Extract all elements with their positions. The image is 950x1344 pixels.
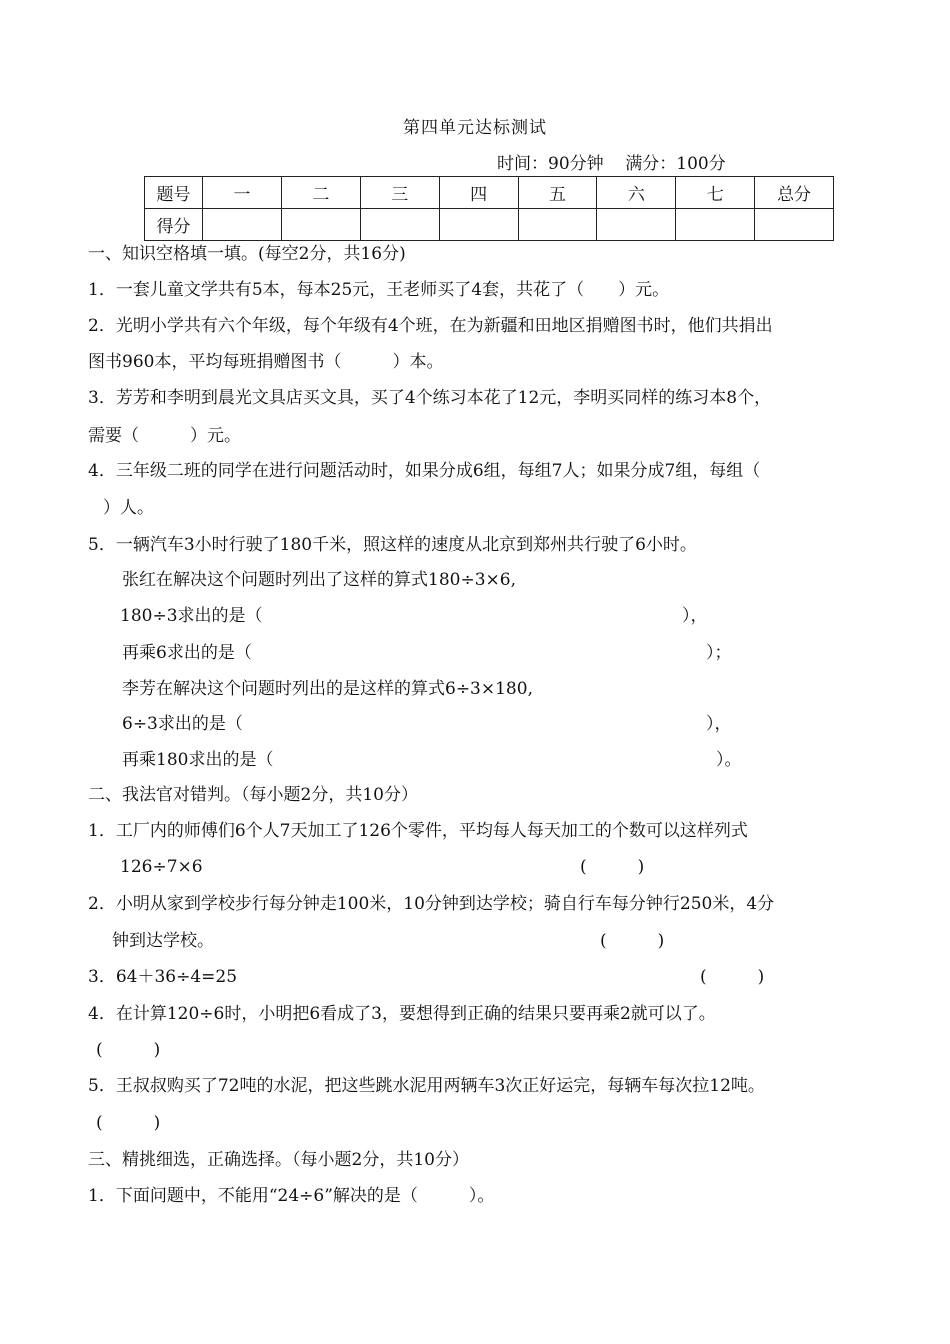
s1-question-4-line1: 4．三年级二班的同学在进行问题活动时，如果分成6组，每组7人；如果分成7组，每组（: [88, 461, 761, 481]
s1-q5-blank-a-end: ），: [682, 606, 708, 626]
s1-q5-blank-b: 再乘6求出的是（: [122, 643, 252, 663]
s1-q5-blank-d-end: ）。: [716, 750, 742, 770]
score-table-cell: 二: [281, 177, 360, 209]
s2-q3-answer-paren[interactable]: ( ): [700, 967, 765, 987]
s1-question-2-line1: 2．光明小学共有六个年级，每个年级有4个班，在为新疆和田地区捐赠图书时，他们共捐出: [88, 316, 773, 336]
s1-q5-blank-d: 再乘180求出的是（: [122, 750, 274, 770]
section2-heading: 二、我法官对错判。（每小题2分，共10分）: [88, 785, 418, 805]
s2-question-2-line1: 2．小明从家到学校步行每分钟走100米，10分钟到达学校；骑自行车每分钟行250米，4分: [88, 894, 775, 914]
s2-question-1-line2: 126÷7×6: [120, 857, 203, 877]
s1-question-2-line2: 图书960本，平均每班捐赠图书（ ）本。: [88, 352, 444, 372]
score-table: [144, 176, 834, 241]
s1-q5-blank-b-end: ）；: [706, 643, 732, 663]
score-input-cell[interactable]: [203, 209, 282, 241]
s1-question-1: 1．一套儿童文学共有5本，每本25元，王老师买了4套，共花了（ ）元。: [88, 280, 670, 300]
s1-question-3-line1: 3．芳芳和李明到晨光文具店买文具，买了4个练习本花了12元，李明买同样的练习本8个，: [88, 388, 772, 408]
score-table-cell: 四: [439, 177, 518, 209]
test-meta: [497, 156, 726, 173]
score-input-cell[interactable]: [597, 209, 676, 241]
s2-q2-answer-paren[interactable]: ( ): [600, 931, 665, 951]
score-input-cell[interactable]: [439, 209, 518, 241]
score-input-cell[interactable]: [676, 209, 755, 241]
s2-question-5: 5．王叔叔购买了72吨的水泥，把这些跳水泥用两辆车3次正好运完，每辆车每次拉12吨。: [88, 1076, 765, 1096]
s1-q5-zhanghong-formula: 张红在解决这个问题时列出了这样的算式180÷3×6,: [122, 570, 516, 590]
score-table-cell: 三: [360, 177, 439, 209]
score-table-cell: 七: [676, 177, 755, 209]
section3-heading: 三、精挑细选，正确选择。（每小题2分，共10分）: [88, 1150, 469, 1170]
score-input-cell[interactable]: [360, 209, 439, 241]
page-title: 第四单元达标测试: [403, 118, 547, 138]
s1-q5-lifang-formula: 李芳在解决这个问题时列出的是这样的算式6÷3×180,: [122, 679, 533, 699]
s2-q1-answer-paren[interactable]: ( ): [580, 857, 645, 877]
s2-q5-answer-paren[interactable]: ( ): [96, 1113, 161, 1133]
full-score: 满分：100分: [625, 154, 726, 174]
score-input-cell[interactable]: [518, 209, 597, 241]
s2-question-3: 3．64＋36÷4=25: [88, 967, 238, 987]
score-input-cell[interactable]: [281, 209, 360, 241]
score-input-cell[interactable]: [755, 209, 834, 241]
s2-question-4: 4．在计算120÷6时，小明把6看成了3，要想得到正确的结果只要再乘2就可以了。: [88, 1004, 716, 1024]
score-table-cell: 题号: [145, 177, 203, 209]
s1-q5-blank-a: 180÷3求出的是（: [120, 606, 263, 626]
s1-question-5-line1: 5．一辆汽车3小时行驶了180千米，照这样的速度从北京到郑州共行驶了6小时。: [88, 535, 697, 555]
s1-q5-blank-c: 6÷3求出的是（: [122, 714, 243, 734]
score-table-cell: 五: [518, 177, 597, 209]
time-limit: 时间：90分钟: [497, 154, 604, 174]
s1-q5-blank-c-end: ），: [706, 714, 732, 734]
score-table-cell: 总分: [755, 177, 834, 209]
section1-heading: 一、知识空格填一填。(每空2分，共16分): [88, 244, 406, 264]
score-table-cell: 六: [597, 177, 676, 209]
score-table-cell: 一: [203, 177, 282, 209]
s1-question-4-line2: ）人。: [103, 498, 154, 518]
score-table-header-row: [145, 177, 834, 209]
s2-q4-answer-paren[interactable]: ( ): [96, 1040, 161, 1060]
s3-question-1: 1．下面问题中，不能用“24÷6”解决的是（ ）。: [88, 1186, 495, 1206]
score-table-score-row: [145, 209, 834, 241]
s2-question-2-line2: 钟到达学校。: [112, 931, 214, 951]
s1-question-3-line2: 需要（ ）元。: [88, 426, 241, 446]
s2-question-1-line1: 1．工厂内的师傅们6个人7天加工了126个零件，平均每人每天加工的个数可以这样列式: [88, 821, 748, 841]
score-row-label: 得分: [145, 209, 203, 241]
